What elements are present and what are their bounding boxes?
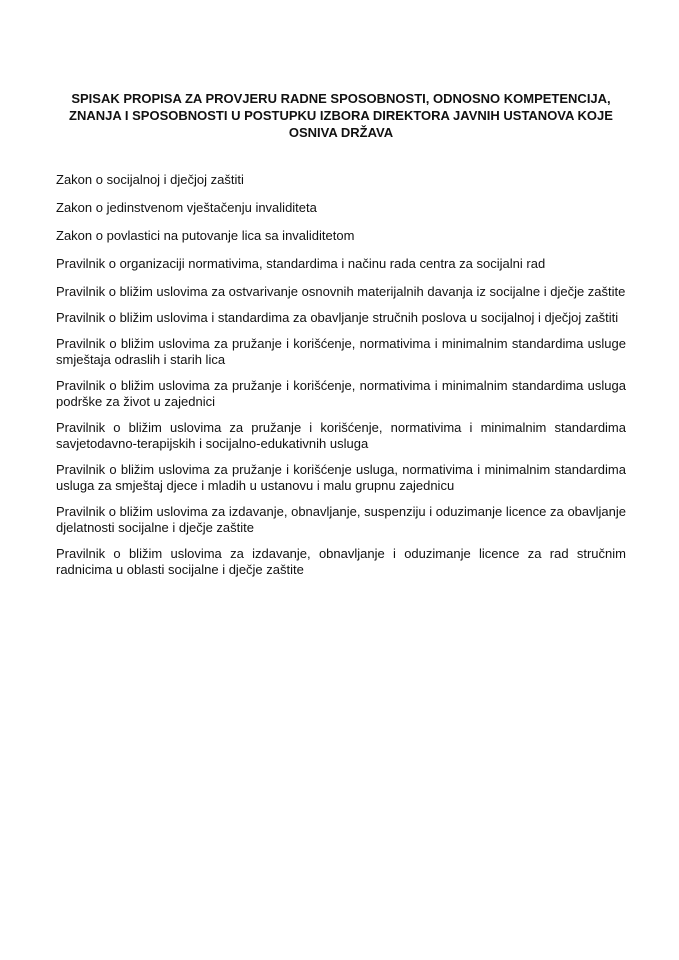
list-item: Pravilnik o bližim uslovima za ostvarivanje osnovnih materijalnih davanja iz socijalne i dječje zaštite xyxy=(56,284,626,299)
list-item: Pravilnik o bližim uslovima za pružanje i korišćenje, normativima i minimalnim standardima savjetodavno-terapijskih i socijalno-edukativnih usluga xyxy=(56,420,626,451)
list-item: Pravilnik o organizaciji normativima, standardima i načinu rada centra za socijalni rad xyxy=(56,256,546,271)
list-item: Zakon o povlastici na putovanje lica sa invaliditetom xyxy=(56,228,355,243)
regulations-list xyxy=(56,172,626,588)
list-item: Pravilnik o bližim uslovima i standardima za obavljanje stručnih poslova u socijalnoj i dječjoj zaštiti xyxy=(56,310,619,325)
list-item: Pravilnik o bližim uslovima za izdavanje, obnavljanje i oduzimanje licence za rad stručnim radnicima u oblasti socijalne i dječje zaštite xyxy=(56,546,626,577)
list-item: Pravilnik o bližim uslovima za pružanje i korišćenje, normativima i minimalnim standardima usluga podrške za život u zajednici xyxy=(56,378,626,409)
list-item: Zakon o jedinstvenom vještačenju invaliditeta xyxy=(56,200,317,215)
list-item: Pravilnik o bližim uslovima za izdavanje, obnavljanje, suspenziju i oduzimanje licence za obavljanje djelatnosti socijalne i dječje zaštite xyxy=(56,504,626,535)
list-item: Zakon o socijalnoj i dječjoj zaštiti xyxy=(56,172,244,187)
document-title: SPISAK PROPISA ZA PROVJERU RADNE SPOSOBNOSTI, ODNOSNO KOMPETENCIJA, ZNANJA I SPOSOBNOSTI U POSTUPKU IZBORA DIREKTORA JAVNIH USTANOVA KOJE OSNIVA DRŽAVA xyxy=(69,91,613,140)
list-item: Pravilnik o bližim uslovima za pružanje i korišćenje usluga, normativima i minimalnim standardima usluga za smještaj djece i mladih u ustanovu i malu grupnu zajednicu xyxy=(56,462,626,493)
list-item: Pravilnik o bližim uslovima za pružanje i korišćenje, normativima i minimalnim standardima usluge smještaja odraslih i starih lica xyxy=(56,336,626,367)
